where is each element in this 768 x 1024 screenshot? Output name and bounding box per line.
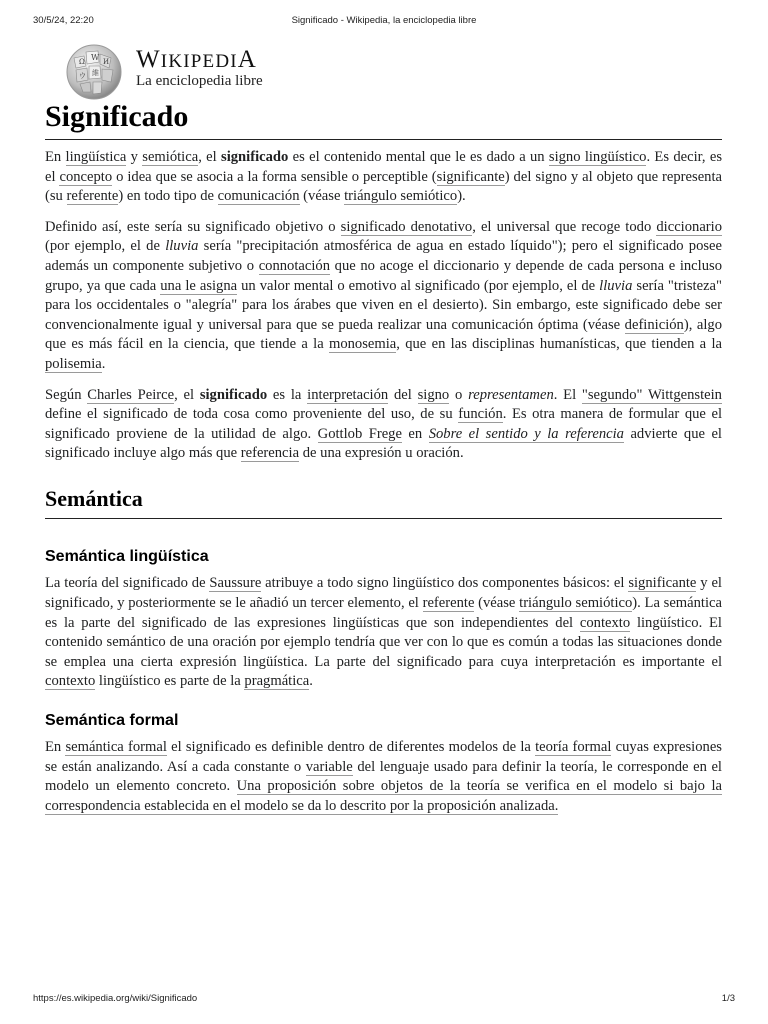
link-triangulo-semiotico[interactable]: triángulo semiótico <box>519 595 633 612</box>
link-una-le-asigna[interactable]: una le asigna <box>160 277 238 294</box>
print-tab-title: Significado - Wikipedia, la enciclopedia libre <box>291 15 477 26</box>
svg-text:ウ: ウ <box>79 72 86 80</box>
link-polisemia[interactable]: polisemia <box>45 355 102 372</box>
wikipedia-wordmark: WIKIPEDIA <box>136 46 258 73</box>
print-url: https://es.wikipedia.org/wiki/Significado <box>33 993 198 1004</box>
wikipedia-globe-icon <box>64 42 124 102</box>
link-pragmatica[interactable]: pragmática <box>244 673 310 690</box>
wikipedia-tagline: La enciclopedia libre <box>136 73 263 89</box>
intro-paragraph-2: Definido así, este sería su significado objetivo o significado denotativo, el universal que recoge todo diccionario (por ejemplo, el de lluvia sería "precipitación atmosférica de agua en estado líquido"); pero el significado posee además un componente subjetivo o connotación que no acoge el diccionario y depende de cada persona e incluso grupo, ya que cada una le asigna un valor mental o emotivo al significado (por ejemplo, el de lluvia sería "tristeza" para los occidentales o "alegría" para los árabes que viven en el desierto). Sin embargo, este significado debe ser convencionalmente igual y universal para que se pueda realizar una comunicación óptima (véase definición), algo que es más fácil en la ciencia, que tiende a la monosemia, que en las disciplinas humanísticas, que tienden a la polisemia. <box>45 218 723 372</box>
link-comunicacion[interactable]: comunicación <box>217 188 300 205</box>
svg-text:И: И <box>103 58 110 66</box>
section-heading-semantica: Semántica <box>45 486 722 519</box>
article-content <box>45 96 722 828</box>
semantica-linguistica-paragraph: La teoría del significado de Saussure atribuye a todo signo lingüístico dos componentes básicos: el significante y el significado, y posteriormente se le añadió un tercer elemento, el referente (véase triángulo semiótico). La semántica es la parte del significado de las expresiones lingüísticas que son independientes del contexto lingüístico. El contenido semántico de una oración por ejemplo tendría que ver con lo que es común a todas las situaciones donde se emplea una cierta expresión lingüística. La parte del significado para cuya interpretación es importante el contexto lingüístico es parte de la pragmática. <box>45 575 722 690</box>
link-sobre-el-sentido[interactable]: Sobre el sentido y la referencia <box>428 425 624 442</box>
link-variable[interactable]: variable <box>305 758 353 775</box>
svg-text:W: W <box>91 53 100 62</box>
subsection-heading-semantica-formal: Semántica formal <box>45 712 179 730</box>
print-header <box>33 15 735 29</box>
link-connotacion[interactable]: connotación <box>258 257 331 274</box>
link-linguistica[interactable]: lingüística <box>65 149 127 165</box>
print-datetime: 30/5/24, 22:20 <box>33 15 94 26</box>
link-segundo-wittgenstein[interactable]: "segundo" Wittgenstein <box>581 386 722 403</box>
link-referente[interactable]: referente <box>422 595 475 612</box>
link-contexto[interactable]: contexto <box>45 673 96 690</box>
print-footer <box>33 993 735 1007</box>
wikipedia-logo[interactable] <box>64 42 304 100</box>
link-una-proposicion[interactable]: Una proposición sobre objetos de la teoría se verifica en el modelo si bajo la correspondencia establecida en el modelo se da lo descrito por la proposición analizada. <box>45 778 722 815</box>
link-signo[interactable]: signo <box>417 386 450 403</box>
semantica-formal-paragraph: En semántica formal el significado es definible dentro de diferentes modelos de la teoría formal cuyas expresiones se están analizando. Así a cada constante o variable del lenguaje usado para definir la teoría, le corresponde en el modelo un elemento concreto. Una proposición sobre objetos de la teoría se verifica en el modelo si bajo la correspondencia establecida en el modelo se da lo descrito por la proposición analizada. <box>45 739 722 815</box>
link-diccionario[interactable]: diccionario <box>656 218 723 235</box>
page-title: Significado <box>45 96 722 140</box>
link-saussure[interactable]: Saussure <box>209 575 262 592</box>
subsection-heading-semantica-linguistica: Semántica lingüística <box>45 548 209 566</box>
link-significante[interactable]: significante <box>436 168 505 185</box>
link-signo-linguistico[interactable]: signo lingüístico <box>548 149 647 165</box>
link-semiotica[interactable]: semiótica <box>142 149 199 165</box>
svg-text:Ω: Ω <box>79 58 85 66</box>
link-referente[interactable]: referente <box>66 188 119 205</box>
intro-paragraph-3: Según Charles Peirce, el significado es la interpretación del signo o representamen. El "segundo" Wittgenstein define el significado de toda cosa como proveniente del uso, de su función. Es otra manera de formular que el significado proviene de la utilidad de algo. Gottlob Frege en Sobre el sentido y la referencia advierte que el significado incluye algo más que referencia de una expresión u oración. <box>45 386 722 462</box>
svg-text:維: 維 <box>92 69 99 77</box>
print-page-number: 1/3 <box>721 993 735 1004</box>
link-referencia[interactable]: referencia <box>240 445 300 462</box>
link-funcion[interactable]: función <box>458 406 503 423</box>
link-significado-denotativo[interactable]: significado denotativo <box>340 218 473 235</box>
link-charles-peirce[interactable]: Charles Peirce <box>87 386 175 403</box>
link-gottlob-frege[interactable]: Gottlob Frege <box>317 425 402 442</box>
link-semantica-formal[interactable]: semántica formal <box>65 739 167 756</box>
link-significante[interactable]: significante <box>628 575 697 592</box>
link-interpretacion[interactable]: interpretación <box>307 386 389 403</box>
link-definicion[interactable]: definición <box>624 316 684 333</box>
link-contexto[interactable]: contexto <box>579 614 631 631</box>
link-triangulo-semiotico[interactable]: triángulo semiótico <box>344 188 458 205</box>
intro-paragraph-1: En lingüística y semiótica, el significado es el contenido mental que le es dado a un signo lingüístico. Es decir, es el concepto o idea que se asocia a la forma sensible o perceptible (significante) del signo y al objeto que representa (su referente) en todo tipo de comunicación (véase triángulo semiótico). <box>45 149 723 205</box>
link-concepto[interactable]: concepto <box>59 168 113 185</box>
link-monosemia[interactable]: monosemia <box>328 336 397 353</box>
link-teoria-formal[interactable]: teoría formal <box>535 739 612 756</box>
